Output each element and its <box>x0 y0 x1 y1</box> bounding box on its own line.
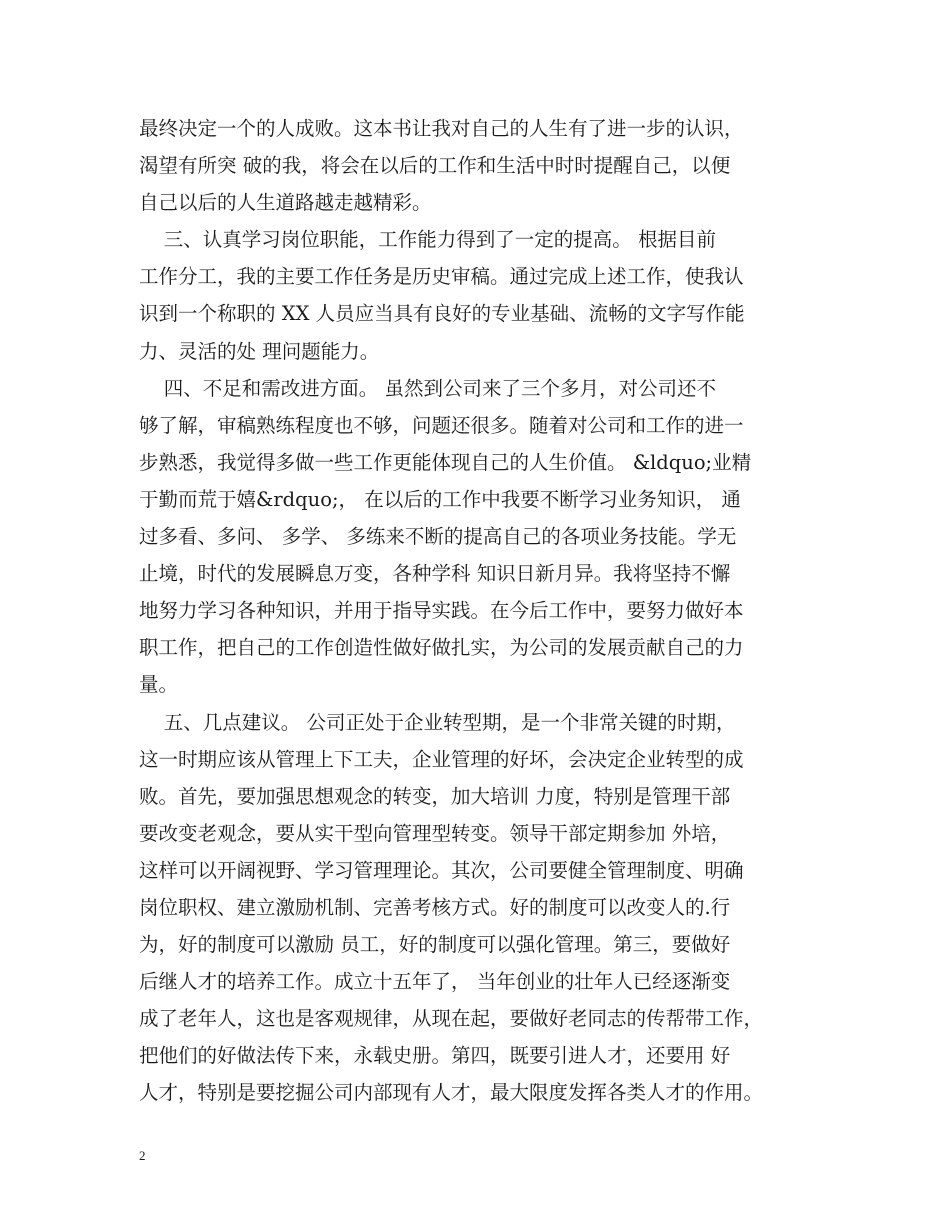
text-line: 工作分工，我的主要工作任务是历史审稿。通过完成上述工作，使我认 <box>139 265 744 289</box>
text-line: 败。首先，要加强思想观念的转变，加大培训 力度，特别是管理干部 <box>139 784 731 808</box>
text-line: 职工作，把自己的工作创造性做好做扎实，为公司的发展贡献自己的力 <box>139 636 744 660</box>
text-line: 够了解，审稿熟练程度也不够，问题还很多。随着对公司和工作的进一 <box>139 413 744 437</box>
text-line: 识到一个称职的 XX 人员应当具有良好的专业基础、流畅的文字写作能 <box>139 302 745 326</box>
text-line: 量。 <box>139 673 179 697</box>
text-line: 力、灵活的处 理问题能力。 <box>139 339 380 363</box>
text-line: 于勤而荒于嬉&rdquo;， 在以后的工作中我要不断学习业务知识， 通 <box>139 487 741 511</box>
text-line: 把他们的好做法传下来，永载史册。第四，既要引进人才，还要用 好 <box>139 1044 731 1068</box>
text-line: 要改变老观念，要从实干型向管理型转变。领导干部定期参加 外培， <box>139 821 731 845</box>
text-line: 这样可以开阔视野、学习管理理论。其次，公司要健全管理制度、明确 <box>139 858 744 882</box>
text-line: 后继人才的培养工作。成立十五年了， 当年创业的壮年人已经逐渐变 <box>139 970 731 994</box>
page-number: 2 <box>139 1148 146 1163</box>
text-line: 三、认真学习岗位职能，工作能力得到了一定的提高。 根据目前 <box>139 228 716 252</box>
text-line: 渴望有所突 破的我，将会在以后的工作和生活中时时提醒自己，以便 <box>139 154 731 178</box>
text-line: 这一时期应该从管理上下工夫，企业管理的好坏，会决定企业转型的成 <box>139 747 744 771</box>
text-line: 最终决定一个的人成败。这本书让我对自己的人生有了进一步的认识， <box>139 117 744 140</box>
text-line: 步熟悉，我觉得多做一些工作更能体现自己的人生价值。 &ldquo;业精 <box>139 450 752 474</box>
text-line: 止境，时代的发展瞬息万变，各种学科 知识日新月异。我将坚持不懈 <box>139 562 731 586</box>
text-line: 自己以后的人生道路越走越精彩。 <box>139 191 432 215</box>
text-line: 五、几点建议。 公司正处于企业转型期，是一个非常关键的时期， <box>139 710 736 734</box>
text-line: 四、不足和需改进方面。 虽然到公司来了三个多月，对公司还不 <box>139 376 716 400</box>
text-line: 为，好的制度可以激励 员工，好的制度可以强化管理。第三，要做好 <box>139 933 731 957</box>
text-line: 地努力学习各种知识，并用于指导实践。在今后工作中，要努力做好本 <box>139 599 744 623</box>
text-line: 成了老年人，这也是客观规律，从现在起，要做好老同志的传帮带工作， <box>139 1007 764 1031</box>
text-line: 人才，特别是要挖掘公司内部现有人才，最大限度发挥各类人才的作用。 <box>139 1081 764 1105</box>
text-line: 过多看、多问、 多学、 多练来不断的提高自己的各项业务技能。学无 <box>139 525 737 549</box>
text-line: 岗位职权、建立激励机制、完善考核方式。好的制度可以改变人的.行 <box>139 895 731 919</box>
body-text <box>139 110 839 1112</box>
